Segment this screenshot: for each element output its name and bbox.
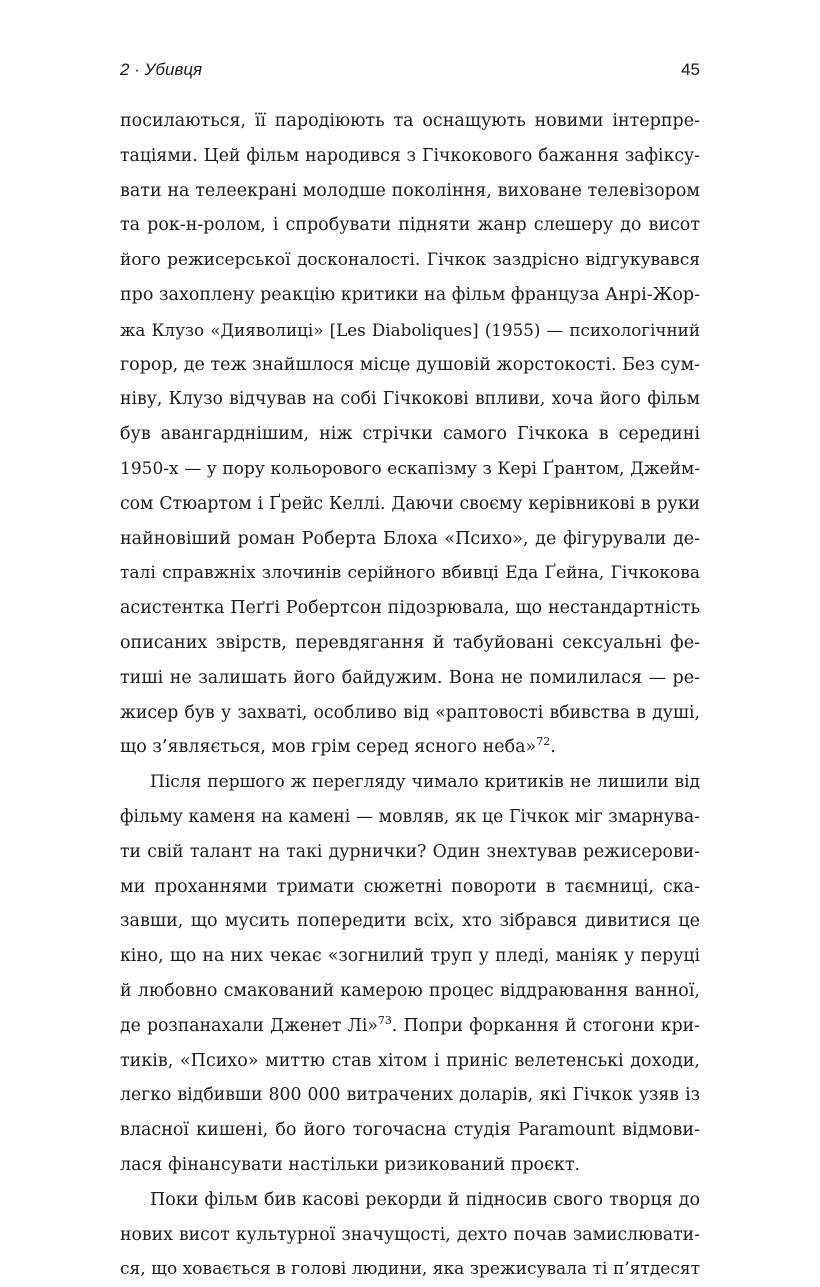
text-line: 1950-х — у пору кольорового ескапізму з Кері Ґрантом, Джейм- xyxy=(120,458,700,479)
text-line: тиків, «Психо» миттю став хітом і приніс велетенські доходи, xyxy=(120,1050,700,1071)
text-line: ніву, Клузо відчував на собі Гічкокові впливи, хоча його фільм xyxy=(120,389,700,410)
text-line: ми проханнями тримати сюжетні повороти в таємниці, ска- xyxy=(120,876,700,897)
text-line: про захоплену реакцію критики на фільм француза Анрі-Жор- xyxy=(120,284,700,305)
running-head xyxy=(120,60,700,80)
text-line: лася фінансувати настільки ризикований проєкт. xyxy=(120,1154,581,1175)
text-fragment: де розпанахали Дженет Лі» xyxy=(120,1015,378,1036)
text-line: власної кишені, бо його тогочасна студія Paramount відмови- xyxy=(120,1120,700,1141)
text-line: жа Клузо «Дияволиці» [Les Diaboliques] (1955) — психологічний xyxy=(120,319,700,340)
text-line: описаних звірств, перевдягання й табуйовані сексуальні фе- xyxy=(120,632,700,653)
text-line: кіно, що на них чекає «зогнилий труп у пледі, маніяк у перуці xyxy=(120,946,700,967)
text-line: й любовно смакований камерою процес віддраювання ванної, xyxy=(120,980,700,1001)
text-line: що з’являється, мов грім серед ясного неба»$^{72}$. xyxy=(120,735,556,758)
text-line: та рок-н-ролом, і спробувати підняти жанр слешеру до висот xyxy=(120,215,700,236)
text-line: жисер був у захваті, особливо від «раптовості вбивства в душі, xyxy=(120,702,700,723)
text-line: вати на телеекрані молодше покоління, виховане телевізором xyxy=(120,180,700,201)
text-fragment: що з’являється, мов грім серед ясного неба» xyxy=(120,737,537,758)
text-line: ся, що ховається в голові людини, яка зрежисувала ті п’ятдесят xyxy=(120,1259,700,1280)
text-line: таціями. Цей фільм народився з Гічкокового бажання зафіксу- xyxy=(120,145,700,166)
page-number: 45 xyxy=(681,60,700,79)
text-line: Після першого ж перегляду чимало критиків не лишили від xyxy=(150,772,700,793)
text-line: нових висот культурної значущості, дехто почав замислювати- xyxy=(120,1224,700,1245)
text-line xyxy=(120,1009,700,1044)
text-line: фільму каменя на камені — мовляв, як це Гічкок міг змарнува- xyxy=(120,806,700,827)
text-line: асистентка Пеґґі Робертсон підозрювала, що нестандартність xyxy=(120,598,700,619)
text-line: легко відбивши 800 000 витрачених доларів, які Гічкок узяв із xyxy=(120,1085,700,1106)
text-line: завши, що мусить попередити всіх, хто зібрався дивитися це xyxy=(120,911,700,932)
text-fragment: . Попри форкання й стогони кри- xyxy=(391,1015,700,1036)
text-line: найновіший роман Роберта Блоха «Психо», де фігурували де- xyxy=(120,528,700,549)
text-line: посилаються, її пародіюють та оснащують новими інтерпре- xyxy=(120,111,700,131)
text-line: тиші не залишать його байдужим. Вона не помилилася — ре- xyxy=(120,667,700,688)
text-line: талі справжніх злочинів серійного вбивці Еда Ґейна, Гічкокова xyxy=(120,563,700,584)
text-line: ти свій талант на такі дурнички? Один знехтував режисерови- xyxy=(120,841,700,862)
text-line: був авангарднішим, ніж стрічки самого Гічкока в середині xyxy=(120,424,700,445)
footnote-ref: 73 xyxy=(377,1013,392,1027)
text-line: сом Стюартом і Ґрейс Келлі. Даючи своєму керівникові в руки xyxy=(120,493,700,514)
footnote-ref: 72 xyxy=(536,735,551,749)
body-text xyxy=(120,104,700,1287)
text-line: Поки фільм бив касові рекорди й підносив свого творця до xyxy=(150,1189,700,1210)
text-line: його режисерської досконалості. Гічкок заздрісно відгукувався xyxy=(120,250,700,271)
chapter-title: 2 · Убивця xyxy=(120,60,203,79)
text-line: горор, де теж знайшлося місце душовій жорстокості. Без сум- xyxy=(120,354,701,375)
